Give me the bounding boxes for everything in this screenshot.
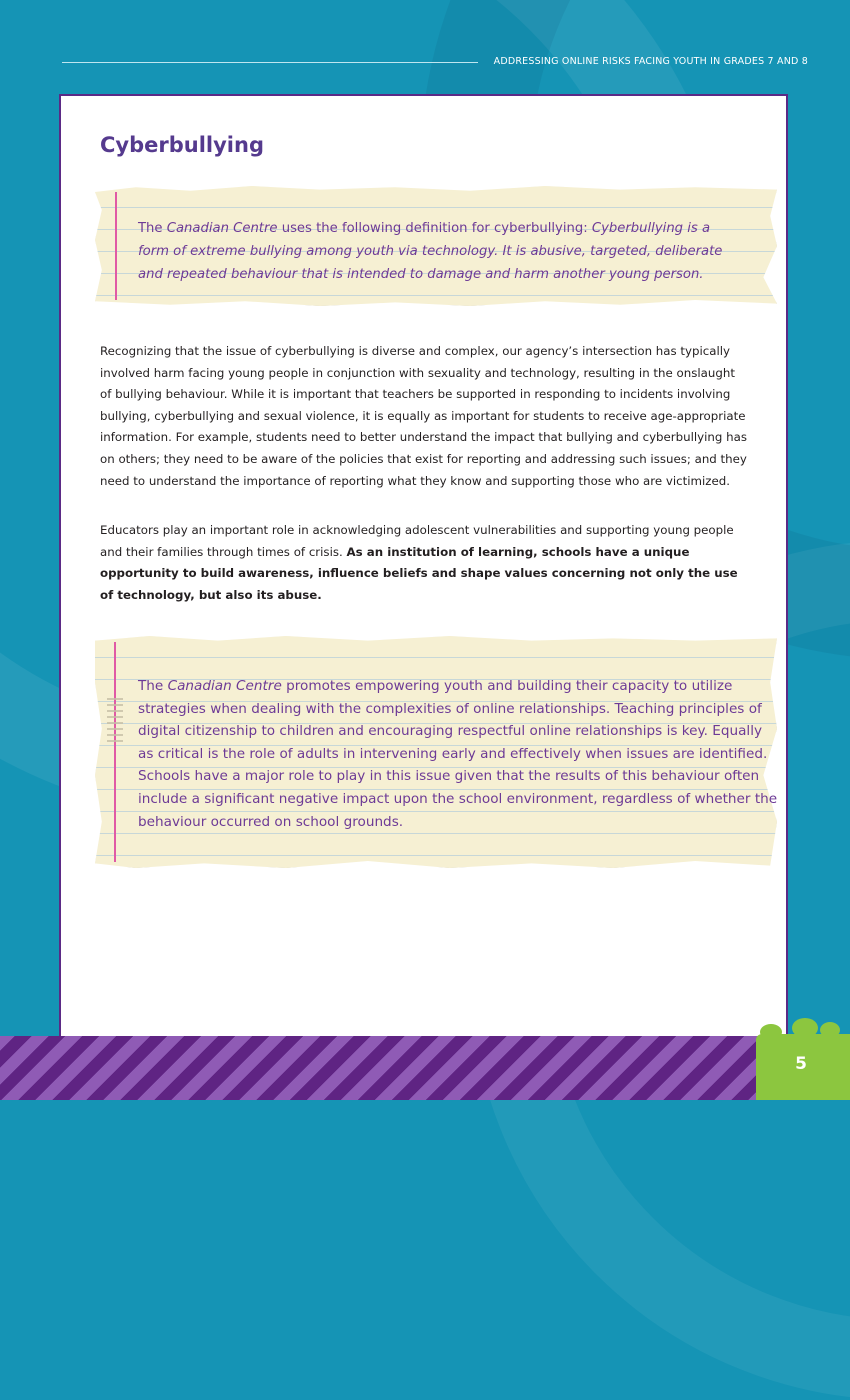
cyberbullying-definition: Cyberbullying is a form of extreme bullying among youth via technology. It is abusive, targeted, deliberate and repeated behaviour that is intended to damage and harm another young person. <box>138 221 723 282</box>
callout-body: promotes empowering youth and building their capacity to utilize strategies when dealing with the complexities of online relationships. Teaching principles of digital citizenship to children and encouraging respectful online relationships is key. Equally as critical is the role of adults in intervening early and effectively when issues are identified. Schools have a major role to play in this issue given that the results of this behaviour often include a significant negative impact upon the school environment, regardless of whether the behaviour occurred on school grounds. <box>138 678 778 830</box>
callout-empowering-text <box>138 675 778 833</box>
callout-intro: The <box>138 221 167 236</box>
callout-definition-text <box>138 217 738 286</box>
paper-margin-line <box>114 642 116 862</box>
paper-margin-line <box>115 192 117 300</box>
paragraph-2-emphasis: As an institution of learning, schools have a unique opportunity to build awareness, influence beliefs and shape values concerning not only the use of technology, but also its abuse. <box>100 544 738 602</box>
callout-intro: The <box>138 678 168 694</box>
body-paragraph-2 <box>100 520 750 606</box>
page-number: 5 <box>795 1054 807 1074</box>
paragraph-2-text: Educators play an important role in acknowledging adolescent vulnerabilities and supporting young people and their families through times of crisis. <box>100 523 734 559</box>
spiral-binding-marks <box>107 698 123 744</box>
organization-name: Canadian Centre <box>166 221 278 236</box>
page-title: Cyberbullying <box>100 133 264 157</box>
callout-intro-continued: uses the following definition for cyberbullying: <box>277 221 592 236</box>
organization-name: Canadian Centre <box>167 678 282 694</box>
footer-stripe-bar <box>0 1036 850 1100</box>
body-paragraph-1: Recognizing that the issue of cyberbullying is diverse and complex, our agency’s intersection has typically involved harm facing young people in conjunction with sexuality and technology, resulting in the onslaught of bullying behaviour. While it is important that teachers be supported in responding to incidents involving bullying, cyberbullying and sexual violence, it is equally as important for students to receive age-appropriate information. For example, students need to better understand the impact that bullying and cyberbullying has on others; they need to be aware of the policies that exist for reporting and addressing such issues; and they need to understand the importance of reporting what they know and supporting those who are victimized. <box>100 344 747 488</box>
running-header: ADDRESSING ONLINE RISKS FACING YOUTH IN GRADES 7 AND 8 <box>493 56 808 67</box>
header-rule <box>62 62 478 63</box>
